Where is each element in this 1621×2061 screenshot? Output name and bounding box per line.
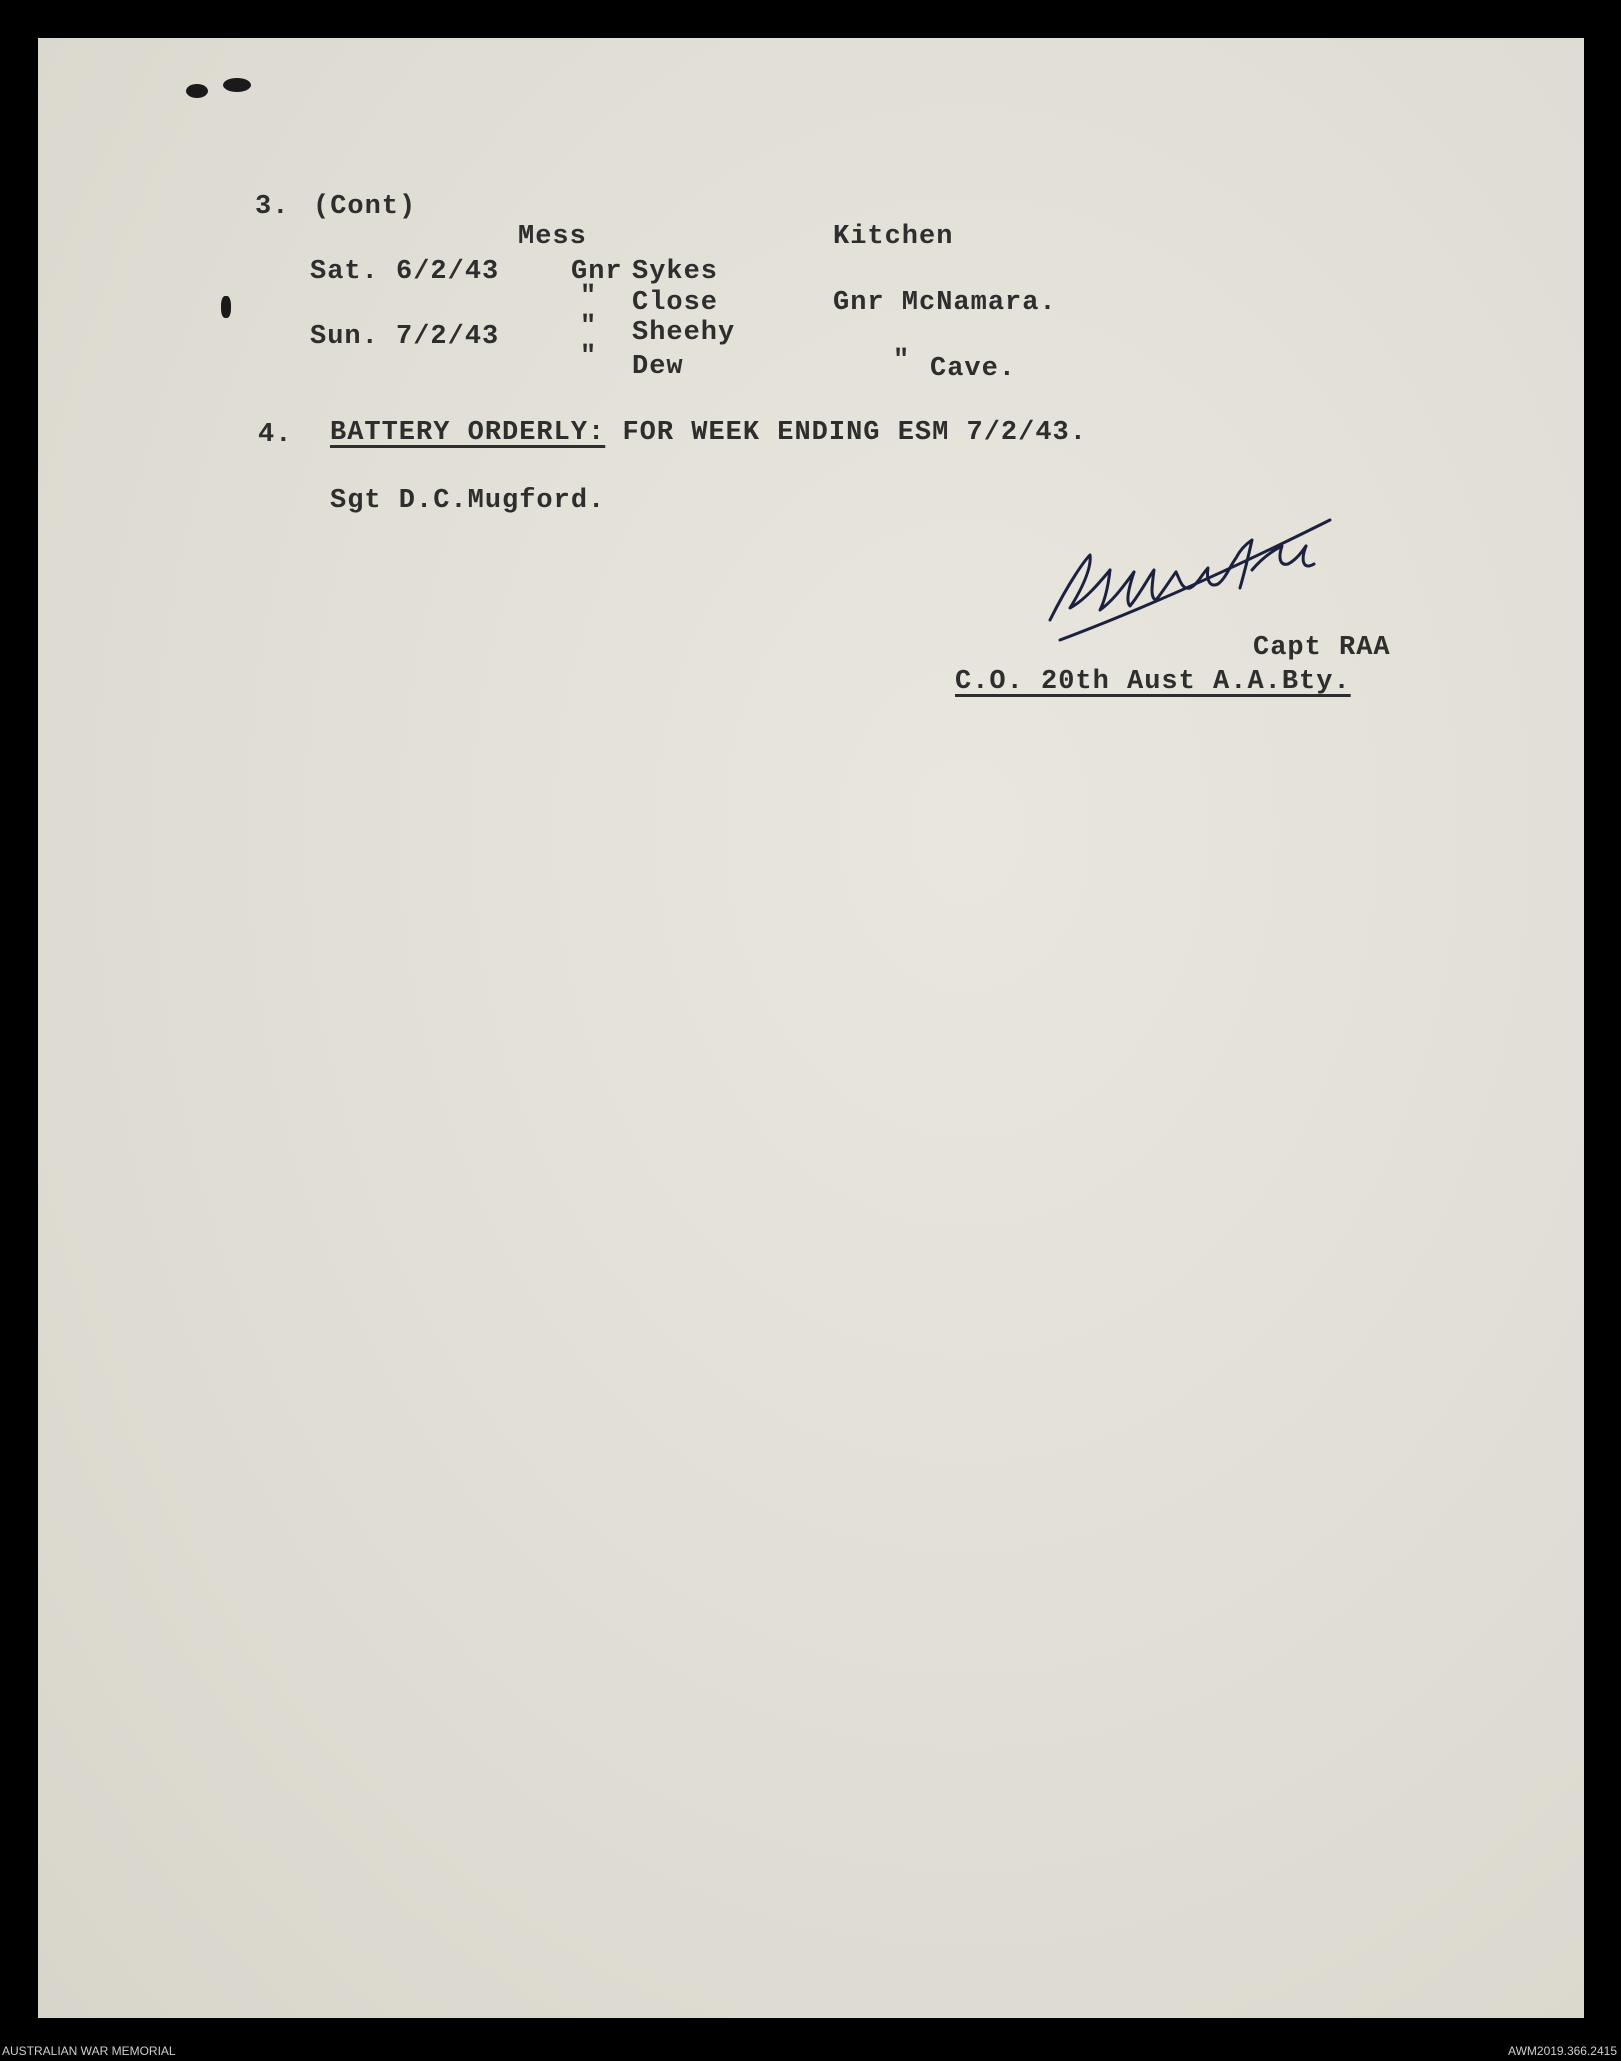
ink-blot-mark [186, 84, 208, 98]
footer-accession-number: AWM2019.366.2415 [1508, 2044, 1617, 2058]
row4-kitchen-ditto: " [893, 346, 911, 376]
section-3-heading: (Cont) [313, 192, 417, 222]
row3-mess: Sheehy [632, 318, 736, 348]
section-3-number: 3. [255, 192, 290, 222]
document-page [38, 38, 1584, 2018]
week-ending-text: FOR WEEK ENDING ESM 7/2/43. [605, 418, 1087, 448]
row2-mess: Close [632, 288, 719, 318]
row4-mess: Dew [632, 352, 684, 382]
row4-ditto: " [580, 342, 598, 372]
mess-column-header: Mess [518, 222, 587, 252]
kitchen-column-header: Kitchen [833, 222, 954, 252]
signatory-rank: Capt RAA [1253, 633, 1391, 663]
row2-kitchen: Gnr McNamara. [833, 288, 1057, 318]
row2-ditto: " [580, 282, 598, 312]
signatory-unit: C.O. 20th Aust A.A.Bty. [955, 667, 1351, 697]
row4-kitchen: Cave. [930, 354, 1017, 384]
row1-date: Sat. 6/2/43 [310, 257, 500, 287]
section-4-line [330, 418, 1087, 448]
row1-rank: Gnr [571, 257, 623, 287]
footer-institution: AUSTRALIAN WAR MEMORIAL [2, 2044, 176, 2058]
row3-date: Sun. 7/2/43 [310, 322, 500, 352]
row3-ditto: " [580, 312, 598, 342]
section-4-number: 4. [258, 420, 293, 450]
signer-name [1030, 510, 1350, 650]
ink-blot-mark [223, 78, 251, 92]
row1-mess: Sykes [632, 257, 719, 287]
battery-orderly-title: BATTERY ORDERLY: [330, 418, 606, 448]
punch-hole-mark [221, 296, 231, 318]
battery-orderly-name: Sgt D.C.Mugford. [330, 486, 606, 516]
